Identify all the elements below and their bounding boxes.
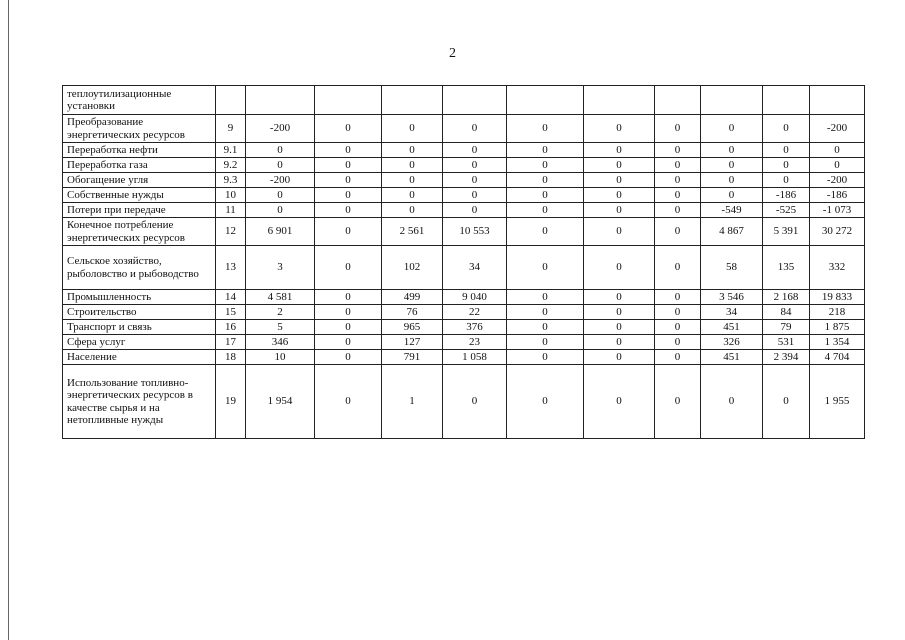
value-cell: 0 — [763, 115, 810, 143]
value-cell — [443, 86, 507, 115]
value-cell: 0 — [584, 350, 655, 365]
value-cell: 218 — [810, 305, 865, 320]
value-cell: 0 — [584, 143, 655, 158]
table-row — [63, 290, 865, 305]
value-cell: 3 — [246, 246, 315, 290]
value-cell: 0 — [382, 188, 443, 203]
energy-balance-table — [62, 85, 865, 439]
table-row — [63, 320, 865, 335]
value-cell: 0 — [763, 143, 810, 158]
value-cell: 2 394 — [763, 350, 810, 365]
value-cell: 1 — [382, 365, 443, 439]
row-label: Конечное потребление энергетических ресурсов — [63, 218, 216, 246]
row-label: Собственные нужды — [63, 188, 216, 203]
row-code: 15 — [216, 305, 246, 320]
value-cell: 0 — [584, 203, 655, 218]
value-cell: 346 — [246, 335, 315, 350]
value-cell: 0 — [315, 115, 382, 143]
value-cell: 0 — [507, 188, 584, 203]
value-cell: 30 272 — [810, 218, 865, 246]
value-cell: 0 — [655, 188, 701, 203]
value-cell: 0 — [584, 290, 655, 305]
value-cell: -1 073 — [810, 203, 865, 218]
value-cell — [655, 86, 701, 115]
row-code: 9.2 — [216, 158, 246, 173]
value-cell: 4 704 — [810, 350, 865, 365]
value-cell: 0 — [315, 173, 382, 188]
value-cell — [246, 86, 315, 115]
value-cell: 0 — [701, 365, 763, 439]
row-code: 10 — [216, 188, 246, 203]
value-cell: 0 — [701, 188, 763, 203]
row-label: Преобразование энергетических ресурсов — [63, 115, 216, 143]
value-cell: 0 — [507, 158, 584, 173]
value-cell — [763, 86, 810, 115]
value-cell: 5 391 — [763, 218, 810, 246]
value-cell: 0 — [584, 320, 655, 335]
value-cell: 0 — [507, 173, 584, 188]
value-cell: -200 — [810, 173, 865, 188]
value-cell: 2 168 — [763, 290, 810, 305]
value-cell — [701, 86, 763, 115]
value-cell: 0 — [382, 173, 443, 188]
value-cell: 0 — [443, 143, 507, 158]
table-row — [63, 173, 865, 188]
value-cell: 0 — [315, 290, 382, 305]
row-label: Использование топливно-энергетических ресурсов в качестве сырья и на нетопливные нужды — [63, 365, 216, 439]
value-cell: 0 — [584, 246, 655, 290]
value-cell: 0 — [584, 188, 655, 203]
table-row — [63, 115, 865, 143]
value-cell: 0 — [443, 173, 507, 188]
value-cell: 0 — [507, 203, 584, 218]
value-cell: 3 546 — [701, 290, 763, 305]
table-row — [63, 335, 865, 350]
value-cell: 0 — [382, 143, 443, 158]
value-cell: 0 — [763, 365, 810, 439]
value-cell: 84 — [763, 305, 810, 320]
value-cell: 102 — [382, 246, 443, 290]
value-cell — [382, 86, 443, 115]
value-cell: 0 — [655, 158, 701, 173]
row-code: 13 — [216, 246, 246, 290]
value-cell: -200 — [810, 115, 865, 143]
table-row — [63, 218, 865, 246]
value-cell: 10 — [246, 350, 315, 365]
table-row — [63, 365, 865, 439]
value-cell: 0 — [655, 143, 701, 158]
value-cell: 0 — [507, 305, 584, 320]
value-cell: 0 — [701, 143, 763, 158]
value-cell: 0 — [701, 115, 763, 143]
value-cell: 0 — [246, 188, 315, 203]
value-cell: 76 — [382, 305, 443, 320]
row-code: 17 — [216, 335, 246, 350]
value-cell: 0 — [443, 115, 507, 143]
value-cell: 0 — [315, 203, 382, 218]
value-cell: 0 — [246, 203, 315, 218]
table-row — [63, 143, 865, 158]
value-cell: 22 — [443, 305, 507, 320]
value-cell: 376 — [443, 320, 507, 335]
value-cell: 0 — [763, 158, 810, 173]
row-code: 9.3 — [216, 173, 246, 188]
row-code: 11 — [216, 203, 246, 218]
value-cell: 58 — [701, 246, 763, 290]
row-code: 18 — [216, 350, 246, 365]
table-row — [63, 158, 865, 173]
value-cell: 135 — [763, 246, 810, 290]
value-cell: 23 — [443, 335, 507, 350]
value-cell: 332 — [810, 246, 865, 290]
value-cell: -186 — [763, 188, 810, 203]
value-cell: 0 — [584, 218, 655, 246]
value-cell: 0 — [382, 158, 443, 173]
value-cell: 0 — [246, 158, 315, 173]
value-cell: 0 — [655, 115, 701, 143]
value-cell: 0 — [655, 218, 701, 246]
value-cell: 2 561 — [382, 218, 443, 246]
value-cell: 0 — [507, 350, 584, 365]
value-cell — [810, 86, 865, 115]
row-code: 12 — [216, 218, 246, 246]
value-cell: 0 — [701, 158, 763, 173]
page-edge-line — [8, 0, 9, 640]
value-cell: 0 — [655, 350, 701, 365]
row-label: Промышленность — [63, 290, 216, 305]
value-cell: 0 — [655, 305, 701, 320]
value-cell: 0 — [584, 305, 655, 320]
table-row — [63, 188, 865, 203]
value-cell: 0 — [584, 158, 655, 173]
value-cell: 34 — [443, 246, 507, 290]
value-cell: 0 — [507, 365, 584, 439]
value-cell: 791 — [382, 350, 443, 365]
row-label: Сельское хозяйство, рыболовство и рыбоводство — [63, 246, 216, 290]
value-cell: 0 — [315, 158, 382, 173]
value-cell: 34 — [701, 305, 763, 320]
value-cell: 0 — [507, 335, 584, 350]
value-cell: 0 — [315, 305, 382, 320]
value-cell: 0 — [315, 143, 382, 158]
value-cell: 6 901 — [246, 218, 315, 246]
value-cell: 0 — [443, 188, 507, 203]
value-cell: 127 — [382, 335, 443, 350]
value-cell: 9 040 — [443, 290, 507, 305]
value-cell: -200 — [246, 173, 315, 188]
value-cell: 0 — [315, 365, 382, 439]
value-cell: 0 — [315, 320, 382, 335]
value-cell: 0 — [443, 158, 507, 173]
table-row — [63, 305, 865, 320]
value-cell: 0 — [507, 143, 584, 158]
value-cell: 499 — [382, 290, 443, 305]
value-cell: 1 955 — [810, 365, 865, 439]
value-cell: 0 — [507, 246, 584, 290]
value-cell: 0 — [655, 320, 701, 335]
value-cell: -549 — [701, 203, 763, 218]
row-label: Переработка нефти — [63, 143, 216, 158]
value-cell: 0 — [315, 188, 382, 203]
value-cell: 0 — [443, 365, 507, 439]
row-code: 14 — [216, 290, 246, 305]
row-code: 19 — [216, 365, 246, 439]
value-cell: 0 — [443, 203, 507, 218]
value-cell: 0 — [701, 173, 763, 188]
value-cell: 0 — [246, 143, 315, 158]
value-cell: 0 — [315, 350, 382, 365]
row-label: Переработка газа — [63, 158, 216, 173]
value-cell: 0 — [315, 218, 382, 246]
value-cell — [315, 86, 382, 115]
value-cell: 0 — [382, 203, 443, 218]
row-label: Потери при передаче — [63, 203, 216, 218]
value-cell: 1 875 — [810, 320, 865, 335]
value-cell — [507, 86, 584, 115]
value-cell: 10 553 — [443, 218, 507, 246]
page-number: 2 — [449, 46, 456, 61]
value-cell: 0 — [315, 246, 382, 290]
value-cell: 0 — [507, 218, 584, 246]
value-cell: 965 — [382, 320, 443, 335]
value-cell: 0 — [584, 365, 655, 439]
value-cell: 0 — [507, 320, 584, 335]
value-cell: 5 — [246, 320, 315, 335]
value-cell: 0 — [655, 290, 701, 305]
row-code — [216, 86, 246, 115]
row-label: Транспорт и связь — [63, 320, 216, 335]
value-cell: 2 — [246, 305, 315, 320]
value-cell: 531 — [763, 335, 810, 350]
value-cell: 0 — [655, 203, 701, 218]
value-cell: -525 — [763, 203, 810, 218]
row-label: Строительство — [63, 305, 216, 320]
value-cell: 0 — [655, 246, 701, 290]
value-cell: 0 — [763, 173, 810, 188]
value-cell: -186 — [810, 188, 865, 203]
value-cell: 0 — [507, 290, 584, 305]
value-cell: 0 — [584, 115, 655, 143]
value-cell: 79 — [763, 320, 810, 335]
value-cell: 0 — [584, 173, 655, 188]
table-row — [63, 246, 865, 290]
value-cell: 326 — [701, 335, 763, 350]
value-cell: 0 — [655, 173, 701, 188]
table-row — [63, 350, 865, 365]
value-cell: 0 — [810, 143, 865, 158]
row-code: 16 — [216, 320, 246, 335]
value-cell: 0 — [655, 335, 701, 350]
value-cell: 0 — [315, 335, 382, 350]
value-cell: 0 — [584, 335, 655, 350]
value-cell: 1 058 — [443, 350, 507, 365]
value-cell: 19 833 — [810, 290, 865, 305]
row-label: теплоутилизационные установки — [63, 86, 216, 115]
table-row — [63, 86, 865, 115]
value-cell: 1 954 — [246, 365, 315, 439]
value-cell: 4 867 — [701, 218, 763, 246]
value-cell: 0 — [507, 115, 584, 143]
row-label: Сфера услуг — [63, 335, 216, 350]
value-cell: 0 — [655, 365, 701, 439]
row-label: Население — [63, 350, 216, 365]
row-code: 9.1 — [216, 143, 246, 158]
value-cell: 0 — [382, 115, 443, 143]
value-cell: 451 — [701, 320, 763, 335]
value-cell: 451 — [701, 350, 763, 365]
value-cell — [584, 86, 655, 115]
value-cell: -200 — [246, 115, 315, 143]
row-code: 9 — [216, 115, 246, 143]
value-cell: 4 581 — [246, 290, 315, 305]
value-cell: 1 354 — [810, 335, 865, 350]
row-label: Обогащение угля — [63, 173, 216, 188]
table-row — [63, 203, 865, 218]
value-cell: 0 — [810, 158, 865, 173]
